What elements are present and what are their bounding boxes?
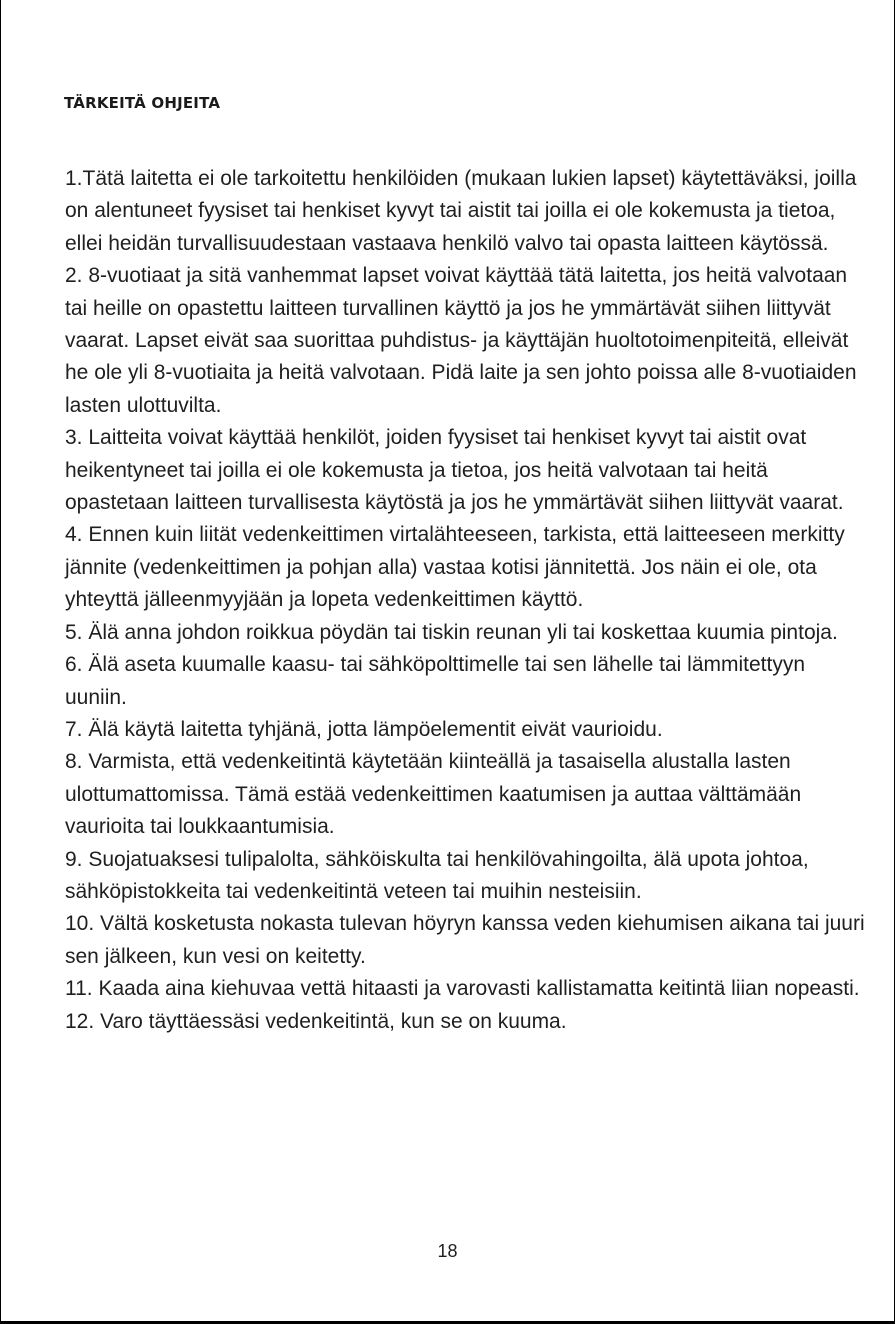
instruction-item-1: 1.Tätä laitetta ei ole tarkoitettu henkilöiden (mukaan lukien lapset) käytettäväksi, joilla on alentuneet fyysiset tai henkiset kyvyt tai aistit tai joilla ei ole kokemusta ja tietoa, ellei heidän turvallisuudestaan vastaava henkilö valvo tai opasta laitteen käytössä. bbox=[65, 167, 857, 255]
instruction-item-4: 4. Ennen kuin liität vedenkeittimen virtalähteeseen, tarkista, että laitteeseen merkitty jännite (vedenkeittimen ja pohjan alla) vastaa kotisi jännitettä. Jos näin ei ole, ota yhteyttä jälleenmyyjään ja lopeta vedenkeittimen käyttö. bbox=[65, 523, 845, 612]
instruction-item-8: 8. Varmista, että vedenkeitintä käytetään kiinteällä ja tasaisella alustalla lasten ulottumattomissa. Tämä estää vedenkeittimen kaatumisen ja auttaa välttämään vaurioita tai loukkaantumisia. bbox=[65, 750, 802, 839]
instruction-item-3: 3. Laitteita voivat käyttää henkilöt, joiden fyysiset tai henkiset kyvyt tai aistit ovat heikentyneet tai joilla ei ole kokemusta ja tietoa, jos heitä valvotaan tai heitä opastetaan laitteen turvallisesta käytöstä ja jos he ymmärtävät siihen liittyvät vaarat. bbox=[65, 426, 844, 515]
page-number: 18 bbox=[437, 1241, 458, 1261]
instruction-item-12: 12. Varo täyttäessäsi vedenkeitintä, kun se on kuuma. bbox=[65, 1009, 567, 1033]
instruction-item-9: 9. Suojatuaksesi tulipalolta, sähköiskulta tai henkilövahingoilta, älä upota johtoa, sähköpistokkeita tai vedenkeitintä veteen tai muihin nesteisiin. bbox=[65, 847, 809, 903]
instruction-list bbox=[65, 163, 865, 1038]
section-heading: TÄRKEITÄ OHJEITA bbox=[64, 94, 221, 112]
instruction-item-5: 5. Älä anna johdon roikkua pöydän tai tiskin reunan yli tai koskettaa kuumia pintoja. bbox=[65, 620, 838, 644]
instruction-item-11: 11. Kaada aina kiehuvaa vettä hitaasti ja varovasti kallistamatta keitintä liian nopeasti. bbox=[65, 977, 860, 1001]
instruction-item-6: 6. Älä aseta kuumalle kaasu- tai sähköpolttimelle tai sen lähelle tai lämmitettyyn uuniin. bbox=[65, 653, 806, 709]
instruction-item-7: 7. Älä käytä laitetta tyhjänä, jotta lämpöelementit eivät vaurioidu. bbox=[65, 717, 663, 741]
instruction-item-10: 10. Vältä kosketusta nokasta tulevan höyryn kanssa veden kiehumisen aikana tai juuri sen jälkeen, kun vesi on keitetty. bbox=[65, 912, 865, 968]
instruction-item-2: 2. 8-vuotiaat ja sitä vanhemmat lapset voivat käyttää tätä laitetta, jos heitä valvotaan tai heille on opastettu laitteen turvallinen käyttö ja jos he ymmärtävät siihen liittyvät vaarat. Lapset eivät saa suorittaa puhdistus- ja käyttäjän huoltotoimenpiteitä, elleivät he ole yli 8-vuotiaita ja heitä valvotaan. Pidä laite ja sen johto poissa alle 8-vuotiaiden lasten ulottuvilta. bbox=[65, 264, 857, 417]
